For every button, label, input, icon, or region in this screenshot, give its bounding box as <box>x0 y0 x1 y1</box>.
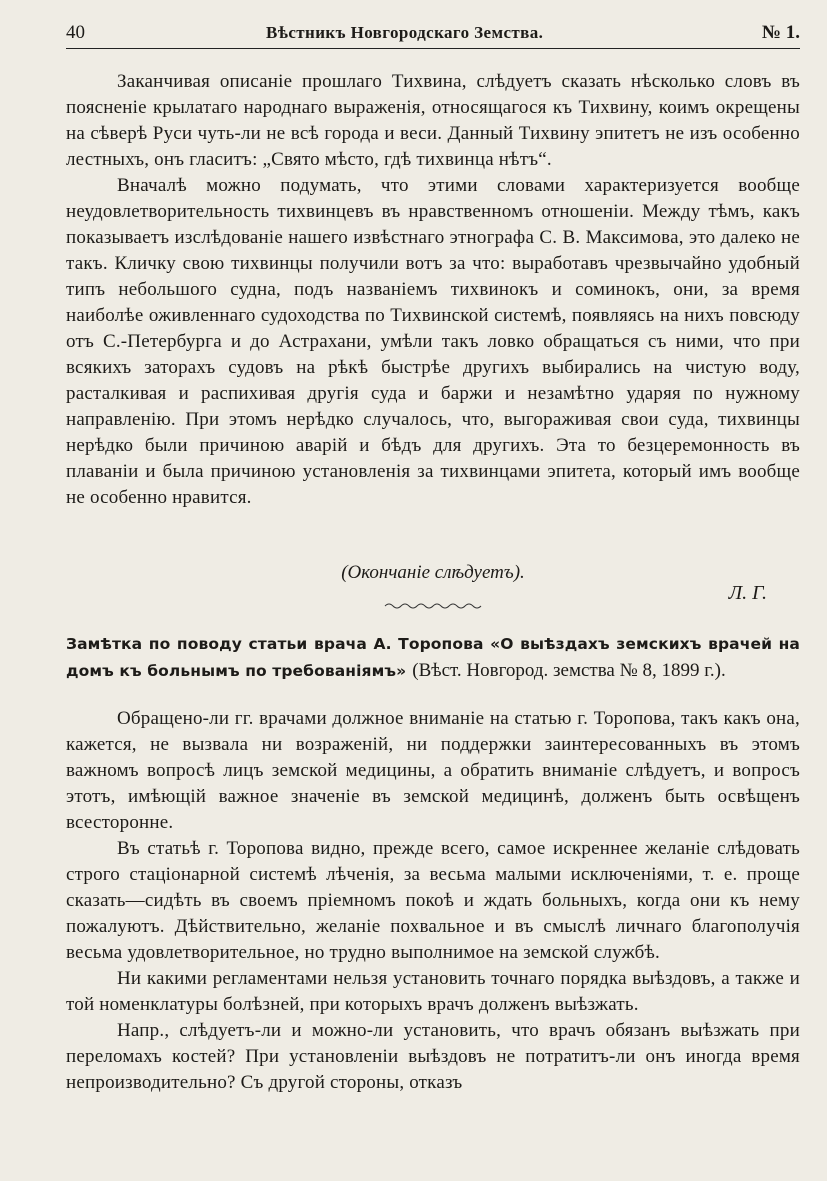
continued-note: (Окончаніе слѣдуетъ). <box>341 562 525 583</box>
paragraph: Обращено-ли гг. врачами должное вниманіе на статью г. Торопова, такъ какъ она, кажется, не вызвала ни возраженій, ни поддержки заинтересованныхъ въ этомъ важномъ вопросѣ лицъ земской медицины, а обратить вниманіе слѣдуетъ, и вопросъ этотъ, имѣющій важное значеніе въ земской медицинѣ, долженъ быть освѣщенъ всесторонне. <box>66 708 800 833</box>
wavy-divider <box>383 600 483 612</box>
paragraph: Ни какими регламентами нельзя установить точнаго порядка выѣздовъ, а также и той номенклатуры болѣзней, при которыхъ врачъ долженъ выѣзжать. <box>66 968 800 1015</box>
paragraph: Въ статьѣ г. Торопова видно, прежде всего, самое искреннее желаніе слѣдовать строго стаціонарной системѣ лѣченія, за весьма малыми исключеніями, т. е. проще сказать—сидѣть въ своемъ пріемномъ покоѣ и ждать больныхъ, когда они къ нему пожалуютъ. Дѣйствительно, желаніе похвальное и въ смыслѣ личнаго благополучія весьма удовлетворительное, но трудно выполнимое на земской службѣ. <box>66 838 800 963</box>
section-tikhvin <box>66 69 800 511</box>
paragraph: Заканчивая описаніе прошлаго Тихвина, слѣдуетъ сказать нѣсколько словъ въ поясненіе крылатаго народнаго выраженія, относящагося къ Тихвину, коимъ окрещены на сѣверѣ Руси чуть-ли не всѣ города и веси. Данный Тихвину эпитетъ не изъ особенно лестныхъ, онъ гласитъ: „Свято мѣсто, гдѣ тихвинца нѣтъ“. <box>66 71 800 170</box>
article-source: (Вѣст. Новгород. земства № 8, 1899 г.). <box>412 660 726 681</box>
author-signature: Л. Г. <box>728 582 767 604</box>
page-number: 40 <box>66 22 85 43</box>
header-rule <box>66 48 800 49</box>
journal-title: Вѣстникъ Новгородскаго Земства. <box>266 23 544 42</box>
paragraph: Напр., слѣдуетъ-ли и можно-ли установить, что врачъ обязанъ выѣзжать при переломахъ костей? При установленіи выѣздовъ не потратитъ-ли онъ иногда время непроизводительно? Съ другой стороны, отказъ <box>66 1020 800 1093</box>
section-note <box>66 706 800 1096</box>
paragraph: Вначалѣ можно подумать, что этими словами характеризуется вообще неудовлетворительность тихвинцевъ въ нравственномъ отношеніи. Между тѣмъ, какъ показываетъ изслѣдованіе нашего извѣстнаго этнографа С. В. Максимова, это далеко не такъ. Кличку свою тихвинцы получили вотъ за что: выработавъ чрезвычайно удобный типъ небольшого судна, подъ названіемъ тихвинокъ и соминокъ, они, за время наиболѣе оживленнаго судоходства по Тихвинской системѣ, появляясь на нихъ повсюду отъ С.-Петербурга и до Астрахани, умѣли такъ ловко обращаться съ ними, что при всякихъ заторахъ судовъ на рѣкѣ быстрѣе другихъ выбирались на чистую воду, расталкивая и распихивая другія суда и баржи и незамѣтно ударяя по нужному направленію. При этомъ нерѣдко случалось, что, выгораживая свои суда, тихвинцы нерѣдко были причиною аварій и бѣдъ для другихъ. Эта то безцеремонность въ плаваніи и была причиною установленія за тихвинцами эпитета, который имъ вообще не особенно нравится. <box>66 175 800 508</box>
article-title: Замѣтка по поводу статьи врача А. Торопова «О выѣздахъ земскихъ врачей на домъ къ больнымъ по требованіямъ» <box>66 635 800 680</box>
page-header <box>66 22 800 50</box>
issue-number: № 1. <box>761 22 800 43</box>
article-heading <box>66 630 800 684</box>
